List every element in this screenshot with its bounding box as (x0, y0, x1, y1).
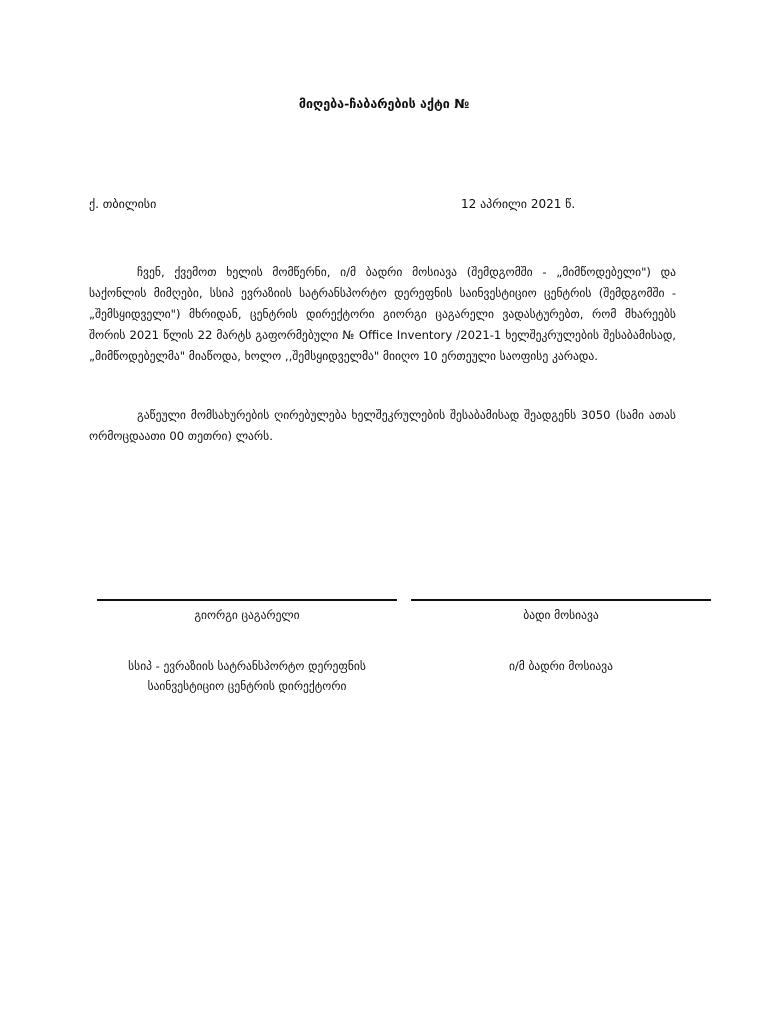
document-date: 12 აპრილი 2021 წ. (461, 197, 576, 211)
document-title: მიღება-ჩაბარების აქტი № (298, 96, 470, 111)
paragraph-1-text: ჩვენ, ქვემოთ ხელის მომწერნი, ი/მ ბადრი მოსიავა (შემდგომში - „მიმწოდებელი") და საქონლის მიმღები, სსიპ ევრაზიის სატრანსპორტო დერეფნის საინვესტიციო ცენტრის (შემდგომში - „შემსყიდველი") მხრიდან, ცენტრის დირექტორი გიორგი ცაგარელი ვადასტურებთ, რომ მხარეებს შორის 2021 წლის 22 მარტს გაფორმებული № Office Inventory /2021-1 ხელშეკრულების შესაბამისად, „მიმწოდებელმა" მიაწოდა, ხოლო ,,შემსყიდველმა" მიიღო 10 ერთეული საოფისე კარადა. (89, 265, 676, 363)
document-place: ქ. თბილისი (89, 197, 157, 211)
signature-role-left-line1: სსიპ - ევრაზიის სატრანსპორტო დერეფნის (128, 659, 366, 673)
signature-line-left (97, 599, 397, 601)
signature-name-left: გიორგი ცაგარელი (194, 608, 300, 622)
body-paragraph-1 (89, 262, 676, 367)
body-paragraph-2 (89, 405, 676, 447)
signature-name-right: ბადი მოსიავა (523, 608, 599, 622)
signature-line-right (411, 599, 711, 601)
signature-role-left (97, 656, 397, 696)
signature-role-left-line2: საინვესტიციო ცენტრის დირექტორი (147, 679, 347, 693)
signature-role-right: ი/მ ბადრი მოსიავა (508, 659, 614, 673)
paragraph-2-text: გაწეული მომსახურების ღირებულება ხელშეკრულების შესაბამისად შეადგენს 3050 (სამი ათას ორმოცდაათი 00 თეთრი) ლარს. (89, 408, 676, 443)
